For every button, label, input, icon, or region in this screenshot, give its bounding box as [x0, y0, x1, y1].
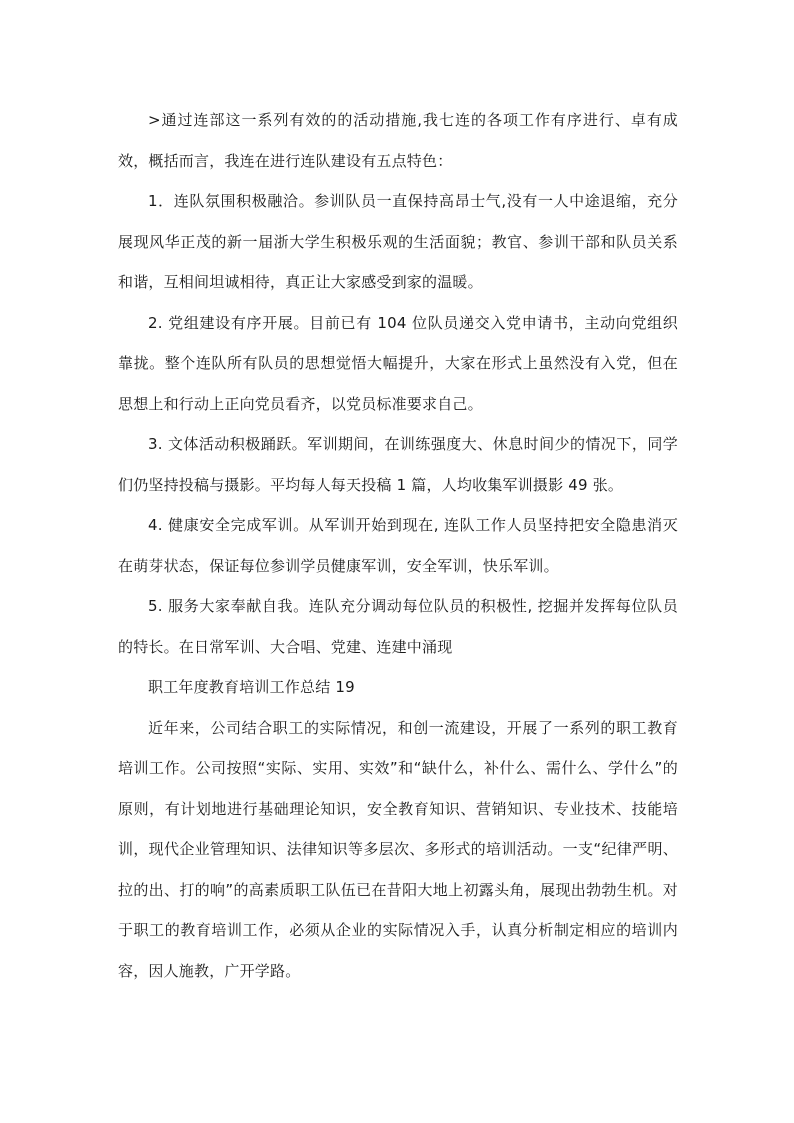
paragraph-feature-4: 4. 健康安全完成军训。从军训开始到现在, 连队工作人员坚持把安全隐患消灭在萌芽状态，保证每位参训学员健康军训，安全军训，快乐军训。 — [118, 516, 678, 575]
section-title: 职工年度教育培训工作总结 19 — [148, 678, 355, 696]
paragraph-feature-3: 3. 文体活动积极踊跃。军训期间，在训练强度大、休息时间少的情况下，同学们仍坚持投稿与摄影。平均每人每天投稿 1 篇，人均收集军训摄影 49 张。 — [118, 435, 678, 494]
document-body — [118, 100, 678, 991]
paragraph-feature-2: 2. 党组建设有序开展。目前已有 104 位队员递交入党申请书，主动向党组织靠拢。整个连队所有队员的思想觉悟大幅提升，大家在形式上虽然没有入党，但在思想上和行动上正向党员看齐，以党员标准要求自己。 — [118, 313, 678, 413]
paragraph-intro: >通过连部这一系列有效的的活动措施,我七连的各项工作有序进行、卓有成效，概括而言，我连在进行连队建设有五点特色： — [118, 111, 678, 170]
paragraph-feature-1: 1．连队氛围积极融洽。参训队员一直保持高昂士气,没有一人中途退缩，充分展现风华正茂的新一届浙大学生积极乐观的生活面貌；教官、参训干部和队员关系和谐，互相间坦诚相待，真正让大家感受到家的温暖。 — [118, 192, 678, 291]
paragraph-feature-5: 5. 服务大家奉献自我。连队充分调动每位队员的积极性, 挖掘并发挥每位队员的特长。在日常军训、大合唱、党建、连建中涌现 — [118, 597, 678, 656]
paragraph-training-summary: 近年来，公司结合职工的实际情况，和创一流建设，开展了一系列的职工教育培训工作。公司按照“实际、实用、实效”和“缺什么，补什么、需什么、学什么”的原则，有计划地进行基础理论知识，安全教育知识、营销知识、专业技术、技能培训，现代企业管理知识、法律知识等多层次、多形式的培训活动。一支“纪律严明、拉的出、打的响”的高素质职工队伍已在昔阳大地上初露头角，展现出勃勃生机。对于职工的教育培训工作，必须从企业的实际情况入手，认真分析制定相应的培训内容，因人施教，广开学路。 — [118, 718, 678, 980]
